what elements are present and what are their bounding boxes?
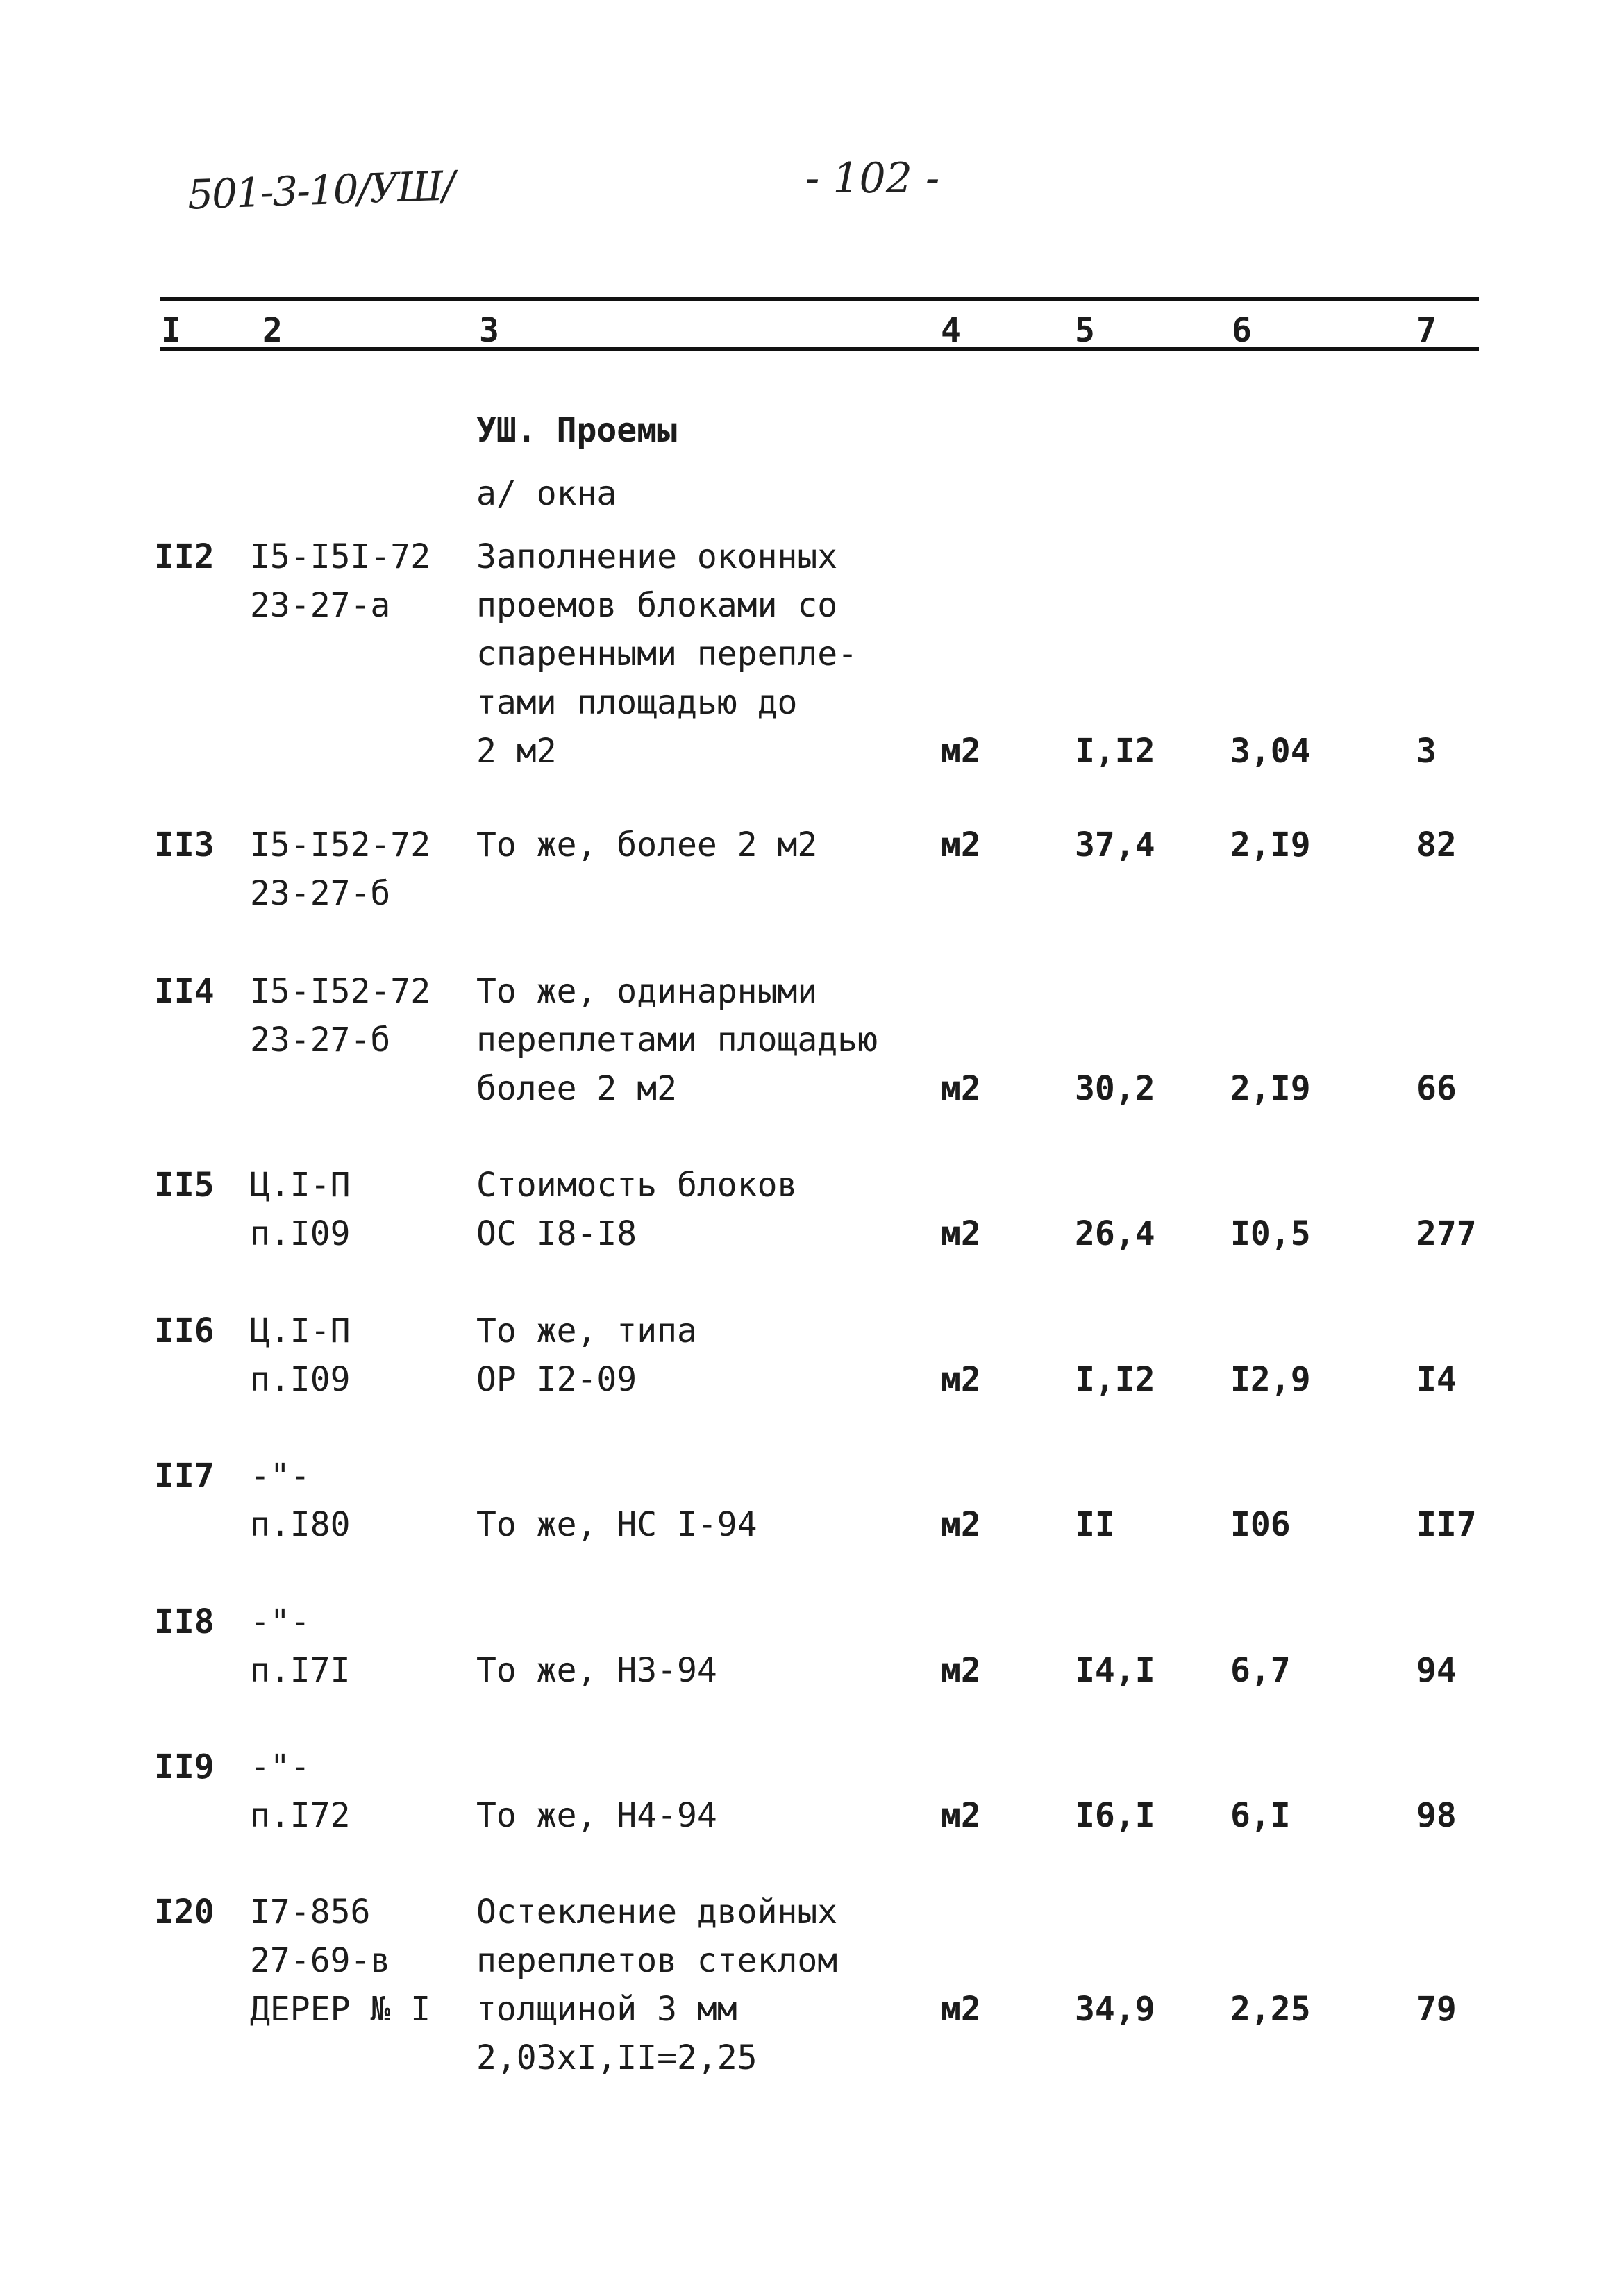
row-unit-price: I0,5 [1230, 1214, 1311, 1253]
row-description: То же, типа [476, 1312, 697, 1350]
column-header-5: 5 [1075, 311, 1095, 350]
row-unit-price: 2,I9 [1230, 826, 1311, 864]
column-header-6: 6 [1232, 311, 1252, 350]
row-unit: м2 [941, 1796, 981, 1835]
section-subtitle: а/ окна [476, 474, 617, 513]
row-description: 2,03хI,II=2,25 [476, 2038, 757, 2077]
row-reference: I7-856 [250, 1893, 371, 1932]
row-description: Стоимость блоков [476, 1166, 798, 1205]
row-number: II5 [154, 1166, 215, 1205]
row-description: Заполнение оконных [476, 537, 838, 576]
row-description: спаренными переплe- [476, 635, 858, 673]
row-reference: I5-I52-72 [250, 826, 431, 864]
row-reference: Ц.I-П [250, 1312, 351, 1350]
row-reference: -"- [250, 1748, 310, 1786]
row-total: 94 [1416, 1651, 1457, 1690]
table-header-rule [160, 347, 1479, 351]
row-reference: 23-27-б [250, 874, 391, 913]
row-number: II4 [154, 972, 215, 1011]
row-reference: п.I09 [250, 1360, 351, 1399]
row-unit-price: 6,I [1230, 1796, 1291, 1835]
row-description: 2 м2 [476, 732, 557, 771]
row-unit-price: 2,I9 [1230, 1069, 1311, 1108]
row-unit-price: I2,9 [1230, 1360, 1311, 1399]
row-unit: м2 [941, 826, 981, 864]
row-quantity: 34,9 [1075, 1990, 1155, 2029]
row-total: 82 [1416, 826, 1457, 864]
row-number: II7 [154, 1457, 215, 1496]
row-total: II7 [1416, 1505, 1477, 1544]
row-unit: м2 [941, 1651, 981, 1690]
row-unit-price: I06 [1230, 1505, 1291, 1544]
row-number: I20 [154, 1893, 215, 1932]
table-top-rule [160, 297, 1479, 301]
row-reference: -"- [250, 1602, 310, 1641]
row-description: тами площадью до [476, 683, 798, 722]
row-reference: 23-27-а [250, 586, 391, 625]
row-description: переплетами площадью [476, 1021, 878, 1059]
row-reference: п.I7I [250, 1651, 351, 1690]
row-number: II9 [154, 1748, 215, 1786]
column-header-1: I [161, 311, 181, 350]
row-reference: Ц.I-П [250, 1166, 351, 1205]
row-description: переплетов стеклом [476, 1941, 838, 1980]
row-reference: 27-69-в [250, 1941, 391, 1980]
row-description: То же, одинарными [476, 972, 818, 1011]
row-description: ОР I2-09 [476, 1360, 637, 1399]
row-description: То же, более 2 м2 [476, 826, 818, 864]
row-quantity: I,I2 [1075, 732, 1155, 771]
row-unit: м2 [941, 1505, 981, 1544]
row-description: проемов блоками со [476, 586, 838, 625]
page-number: - 102 - [805, 154, 940, 203]
row-quantity: 26,4 [1075, 1214, 1155, 1253]
row-reference: I5-I52-72 [250, 972, 431, 1011]
row-description: ОС I8-I8 [476, 1214, 637, 1253]
row-quantity: 37,4 [1075, 826, 1155, 864]
row-total: I4 [1416, 1360, 1457, 1399]
row-reference: п.I09 [250, 1214, 351, 1253]
row-description: толщиной 3 мм [476, 1990, 737, 2029]
row-total: 66 [1416, 1069, 1457, 1108]
section-title: УШ. Проемы [476, 411, 677, 450]
row-number: II6 [154, 1312, 215, 1350]
column-header-2: 2 [262, 311, 283, 350]
row-number: II2 [154, 537, 215, 576]
row-reference: 23-27-б [250, 1021, 391, 1059]
column-header-7: 7 [1416, 311, 1437, 350]
row-description: То же, НС I-94 [476, 1505, 757, 1544]
row-number: II3 [154, 826, 215, 864]
row-total: 98 [1416, 1796, 1457, 1835]
row-total: 79 [1416, 1990, 1457, 2029]
row-quantity: I6,I [1075, 1796, 1155, 1835]
row-unit-price: 2,25 [1230, 1990, 1311, 2029]
row-reference: п.I72 [250, 1796, 351, 1835]
row-description: То же, Н4-94 [476, 1796, 717, 1835]
row-unit: м2 [941, 1214, 981, 1253]
row-total: 3 [1416, 732, 1437, 771]
row-description: более 2 м2 [476, 1069, 677, 1108]
row-quantity: I,I2 [1075, 1360, 1155, 1399]
row-description: Остекление двойных [476, 1893, 838, 1932]
column-header-4: 4 [941, 311, 961, 350]
row-total: 277 [1416, 1214, 1477, 1253]
row-reference: -"- [250, 1457, 310, 1496]
row-unit: м2 [941, 1069, 981, 1108]
row-unit-price: 3,04 [1230, 732, 1311, 771]
row-quantity: II [1075, 1505, 1115, 1544]
row-description: То же, Н3-94 [476, 1651, 717, 1690]
row-reference: п.I80 [250, 1505, 351, 1544]
row-unit: м2 [941, 1990, 981, 2029]
row-reference: ДЕРЕР № I [250, 1990, 431, 2029]
row-unit: м2 [941, 732, 981, 771]
row-quantity: I4,I [1075, 1651, 1155, 1690]
row-reference: I5-I5I-72 [250, 537, 431, 576]
column-header-3: 3 [479, 311, 499, 350]
row-number: II8 [154, 1602, 215, 1641]
row-unit: м2 [941, 1360, 981, 1399]
document-code: 501-3-10/УШ/ [186, 162, 455, 219]
row-quantity: 30,2 [1075, 1069, 1155, 1108]
row-unit-price: 6,7 [1230, 1651, 1291, 1690]
